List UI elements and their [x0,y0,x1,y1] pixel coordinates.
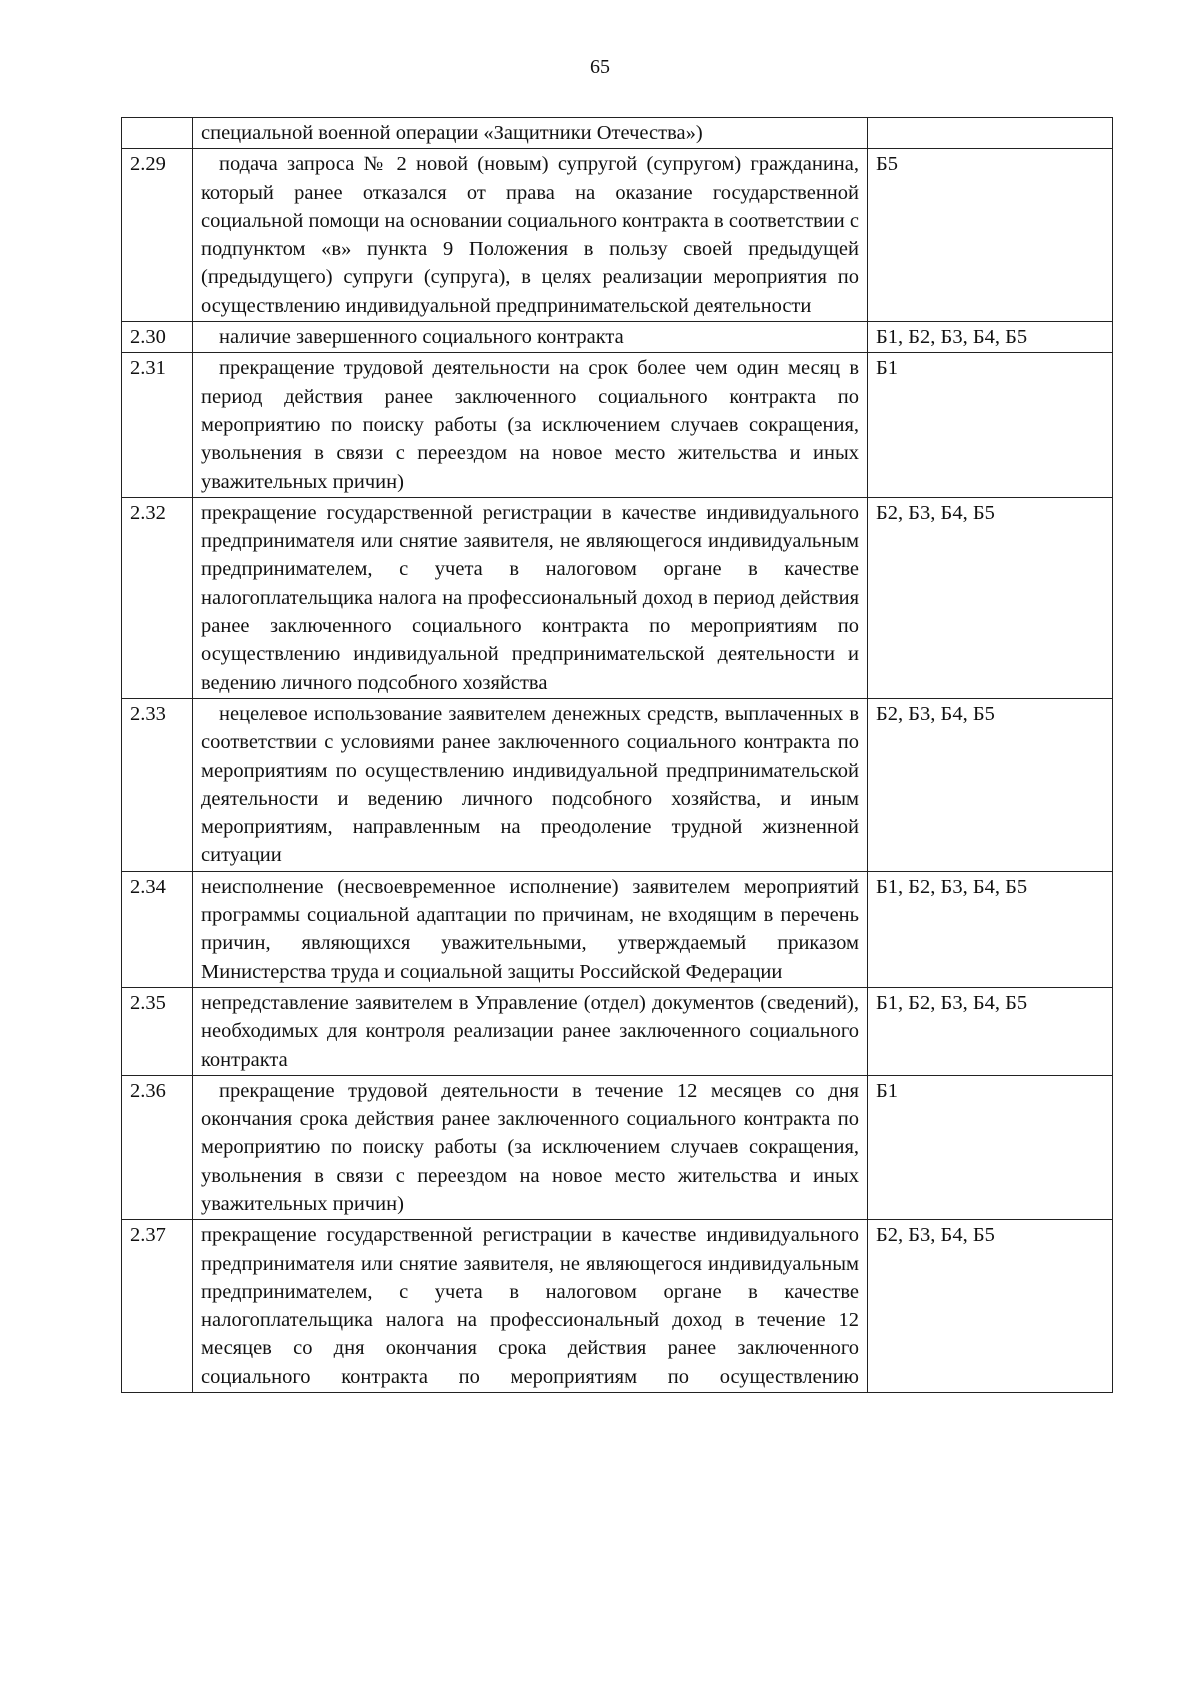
row-text: специальной военной операции «Защитники Отечества») [193,118,868,149]
row-number: 2.37 [122,1220,193,1393]
row-number [122,118,193,149]
row-codes: Б1, Б2, Б3, Б4, Б5 [868,987,1113,1075]
row-codes: Б5 [868,149,1113,322]
row-number: 2.36 [122,1075,193,1219]
table-row [122,497,1113,698]
table-row [122,987,1113,1075]
table-row [122,698,1113,871]
row-codes [868,118,1113,149]
row-text: прекращение государственной регистрации в качестве индивидуального предпринимателя или снятие заявителя, не являющегося индивидуальным предпринимателем, с учета в налоговом органе в качестве налогоплательщика налога на профессиональный доход в период действия ранее заключенного социального контракта по мероприятиям по осуществлению индивидуальной предпринимательской деятельности и ведению личного подсобного хозяйства [193,497,868,698]
row-number: 2.35 [122,987,193,1075]
row-codes: Б2, Б3, Б4, Б5 [868,497,1113,698]
table-row [122,871,1113,987]
row-text: подача запроса № 2 новой (новым) супругой (супругом) гражданина, который ранее отказался от права на оказание государственной социальной помощи на основании социального контракта в соответствии с подпунктом «в» пункта 9 Положения в пользу своей предыдущей (предыдущего) супруги (супруга), в целях реализации мероприятия по осуществлению индивидуальной предпринимательской деятельности [193,149,868,322]
row-codes: Б1, Б2, Б3, Б4, Б5 [868,871,1113,987]
row-text: прекращение государственной регистрации в качестве индивидуального предпринимателя или снятие заявителя, не являющегося индивидуальным предпринимателем, с учета в налоговом органе в качестве налогоплательщика налога на профессиональный доход в течение 12 месяцев со дня окончания срока действия ранее заключенного социального контракта по мероприятиям по осуществлению [193,1220,868,1393]
row-text: прекращение трудовой деятельности в течение 12 месяцев со дня окончания срока действия ранее заключенного социального контракта по мероприятию по поиску работы (за исключением случаев сокращения, увольнения в связи с переездом на новое место жительства и иных уважительных причин) [193,1075,868,1219]
row-number: 2.34 [122,871,193,987]
table-row [122,353,1113,497]
row-text: неисполнение (несвоевременное исполнение) заявителем мероприятий программы социальной адаптации по причинам, не входящим в перечень причин, являющихся уважительными, утверждаемый приказом Министерства труда и социальной защиты Российской Федерации [193,871,868,987]
row-number: 2.31 [122,353,193,497]
table-row [122,149,1113,322]
table-row [122,1075,1113,1219]
row-text: наличие завершенного социального контракта [193,322,868,353]
row-number: 2.32 [122,497,193,698]
row-text: нецелевое использование заявителем денежных средств, выплаченных в соответствии с условиями ранее заключенного социального контракта по мероприятиям по осуществлению индивидуальной предпринимательской деятельности и ведению личного подсобного хозяйства, и иным мероприятиям, направленным на преодоление трудной жизненной ситуации [193,698,868,871]
row-number: 2.29 [122,149,193,322]
row-number: 2.30 [122,322,193,353]
criteria-table [121,117,1113,1393]
row-codes: Б1, Б2, Б3, Б4, Б5 [868,322,1113,353]
row-codes: Б2, Б3, Б4, Б5 [868,1220,1113,1393]
page-number: 65 [590,56,610,78]
row-codes: Б1 [868,1075,1113,1219]
row-text: прекращение трудовой деятельности на срок более чем один месяц в период действия ранее заключенного социального контракта по мероприятию по поиску работы (за исключением случаев сокращения, увольнения в связи с переездом на новое место жительства и иных уважительных причин) [193,353,868,497]
row-codes: Б1 [868,353,1113,497]
table-row [122,322,1113,353]
row-number: 2.33 [122,698,193,871]
row-codes: Б2, Б3, Б4, Б5 [868,698,1113,871]
table-row [122,118,1113,149]
row-text: непредставление заявителем в Управление (отдел) документов (сведений), необходимых для контроля реализации ранее заключенного социального контракта [193,987,868,1075]
table-row [122,1220,1113,1393]
